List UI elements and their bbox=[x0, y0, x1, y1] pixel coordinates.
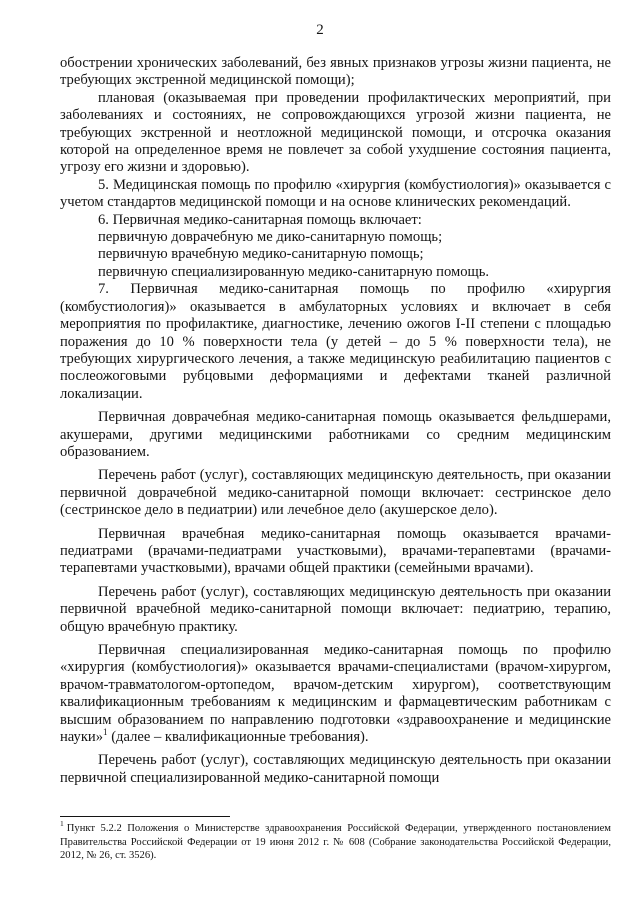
paragraph-text-continued: (далее – квалификационные требования). bbox=[107, 729, 369, 746]
paragraph: 7. Первичная медико-санитарная помощь по профилю «хирургия (комбустиология)» оказывается в амбулаторных условиях и включает в себя мероприятия по профилактике, диагностике, лечению ожогов I-II степени с площадью поражения до 10 % поверхности тела (у детей – до 5 % поверхности тела), не требующих хирургического лечения, а также медицинскую реабилитацию пациентов с послеожоговыми рубцовыми деформациями и дефектами тканей различной локализации. bbox=[60, 281, 611, 402]
footnote-divider bbox=[60, 816, 230, 817]
page-number: 2 bbox=[316, 22, 324, 38]
paragraph: 5. Медицинская помощь по профилю «хирургия (комбустиология)» оказывается с учетом стандартов медицинской помощи и на основе клинических рекомендаций. bbox=[60, 176, 611, 211]
document-body bbox=[60, 55, 611, 787]
paragraph: 6. Первичная медико-санитарная помощь включает: bbox=[98, 211, 422, 228]
paragraph: Первичная доврачебная медико-санитарная помощь оказывается фельдшерами, акушерами, другими медицинскими работниками со средним медицинским образованием. bbox=[60, 409, 611, 460]
paragraph-with-footnote-ref bbox=[60, 642, 611, 746]
paragraph: Перечень работ (услуг), составляющих медицинскую деятельность, при оказании первичной доврачебной медико-санитарной помощи включает: сестринское дело (сестринское дело в педиатрии) или лечебное дело (акушерское дело). bbox=[60, 467, 611, 519]
paragraph: Перечень работ (услуг), составляющих медицинскую деятельность при оказании первичной специализированной медико-санитарной помощи bbox=[60, 752, 611, 786]
paragraph: Перечень работ (услуг), составляющих медицинскую деятельность при оказании первичной врачебной медико-санитарной помощи включает: педиатрию, терапию, общую врачебную практику. bbox=[60, 583, 611, 635]
paragraph: обострении хронических заболеваний, без явных признаков угрозы жизни пациента, не требующих экстренной медицинской помощи); bbox=[60, 55, 611, 89]
footnote bbox=[60, 819, 611, 863]
paragraph: первичную доврачебную ме дико-санитарную помощь; bbox=[98, 229, 443, 246]
footnote-text: Пункт 5.2.2 Положения о Министерстве здравоохранения Российской Федерации, утвержденного постановлением Правительства Российской Федерации от 19 июня 2012 г. № 608 (Собрание законодательства Российской Федерации, 2012, № 26, ст. 3526). bbox=[60, 823, 611, 861]
footnote-number: 1 bbox=[60, 819, 64, 829]
paragraph: первичную специализированную медико-санитарную помощь. bbox=[98, 263, 490, 280]
footnote-reference[interactable]: 1 bbox=[103, 727, 108, 738]
paragraph-text: Первичная специализированная медико-санитарная помощь по профилю «хирургия (комбустиология)» оказывается врачами-специалистами (врачом-хирургом, врачом-травматологом-ортопедом, врачом-детским хирургом), соответствующим квалификационным требованиям к медицинским и фармацевтическим работникам с высшим образованием по направлению подготовки «здравоохранение и медицинские науки» bbox=[60, 642, 611, 746]
paragraph: Первичная врачебная медико-санитарная помощь оказывается врачами-педиатрами (врачами-педиатрами участковыми), врачами-терапевтами (врачами-терапевтами участковыми), врачами общей практики (семейными врачами). bbox=[60, 525, 611, 577]
paragraph: первичную врачебную медико-санитарную помощь; bbox=[98, 246, 424, 263]
paragraph: плановая (оказываемая при проведении профилактических мероприятий, при заболеваниях и состояниях, не сопровождающихся угрозой жизни пациента, не требующих экстренной и неотложной медицинской помощи, и отсрочка оказания которой на определенное время не повлечет за собой ухудшение состояния пациента, угрозу его жизни и здоровью). bbox=[60, 89, 611, 176]
